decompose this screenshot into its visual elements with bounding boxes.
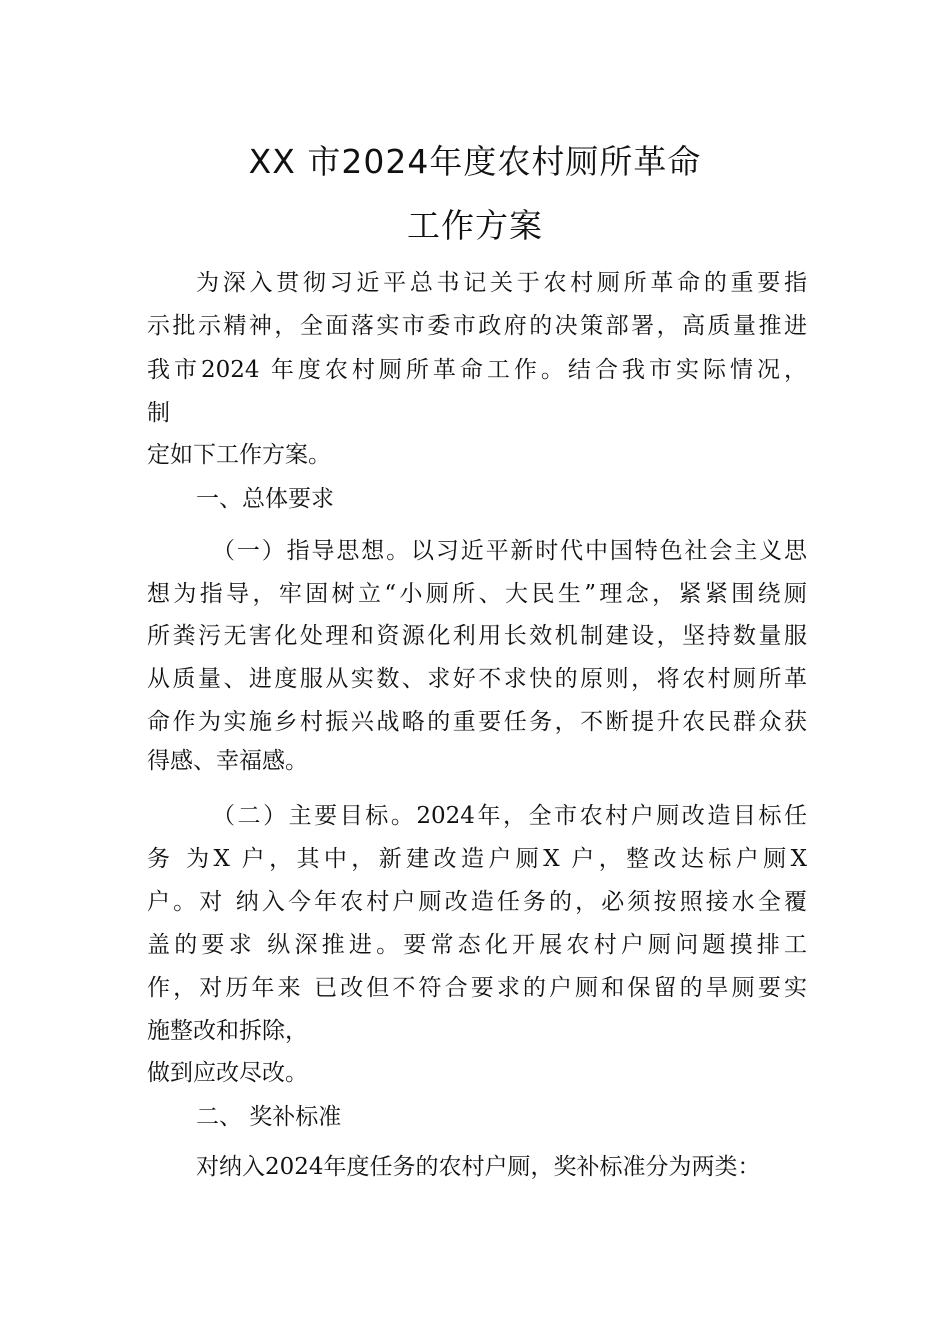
main-goals-line: 户。对 纳入今年农村户厕改造任务的，必须按照接水全覆 [147, 889, 807, 915]
main-goals-line: 盖的要求 纵深推进。要常态化开展农村户厕问题摸排工 [147, 932, 807, 958]
guiding-thought-line: 想为指导，牢固树立“小厕所、大民生”理念，紧紧围绕厕 [147, 581, 807, 607]
intro-line: 我市2024 年度农村厕所革命工作。结合我市实际情况， [147, 357, 807, 383]
intro-line: 示批示精神，全面落实市委市政府的决策部署，高质量推进 [147, 313, 807, 339]
subsidy-intro-line: 对纳入2024年度任务的农村户厕，奖补标准分为两类： [196, 1154, 761, 1180]
main-goals-line: （二）主要目标。2024年，全市农村户厕改造目标任 [212, 803, 807, 829]
document-title-line1: XX 市2024年度农村厕所革命 [248, 142, 702, 181]
guiding-thought-line: 命作为实施乡村振兴战略的重要任务，不断提升农民群众获 [147, 709, 807, 735]
intro-line: 制 [147, 400, 170, 426]
main-goals-line: 务 为X 户，其中，新建改造户厕X 户，整改达标户厕X [147, 846, 807, 872]
intro-line: 为深入贯彻习近平总书记关于农村厕所革命的重要指 [196, 270, 807, 296]
guiding-thought-line: （一）指导思想。以习近平新时代中国特色社会主义思 [212, 538, 807, 564]
section-heading-subsidy-standards: 二、 奖补标准 [196, 1104, 342, 1130]
section-heading-general-requirements: 一、总体要求 [196, 486, 334, 512]
guiding-thought-line: 从质量、进度服从实数、求好不求快的原则，将农村厕所革 [147, 666, 807, 692]
main-goals-line: 作，对历年来 已改但不符合要求的户厕和保留的旱厕要实 [147, 975, 807, 1001]
document-title-line2: 工作方案 [407, 206, 543, 245]
guiding-thought-line: 得感、幸福感。 [147, 748, 308, 774]
main-goals-line: 做到应改尽改。 [147, 1060, 308, 1086]
main-goals-line: 施整改和拆除， [147, 1018, 308, 1044]
intro-line: 定如下工作方案。 [147, 442, 331, 468]
guiding-thought-line: 所粪污无害化处理和资源化利用长效机制建设，坚持数量服 [147, 623, 807, 649]
